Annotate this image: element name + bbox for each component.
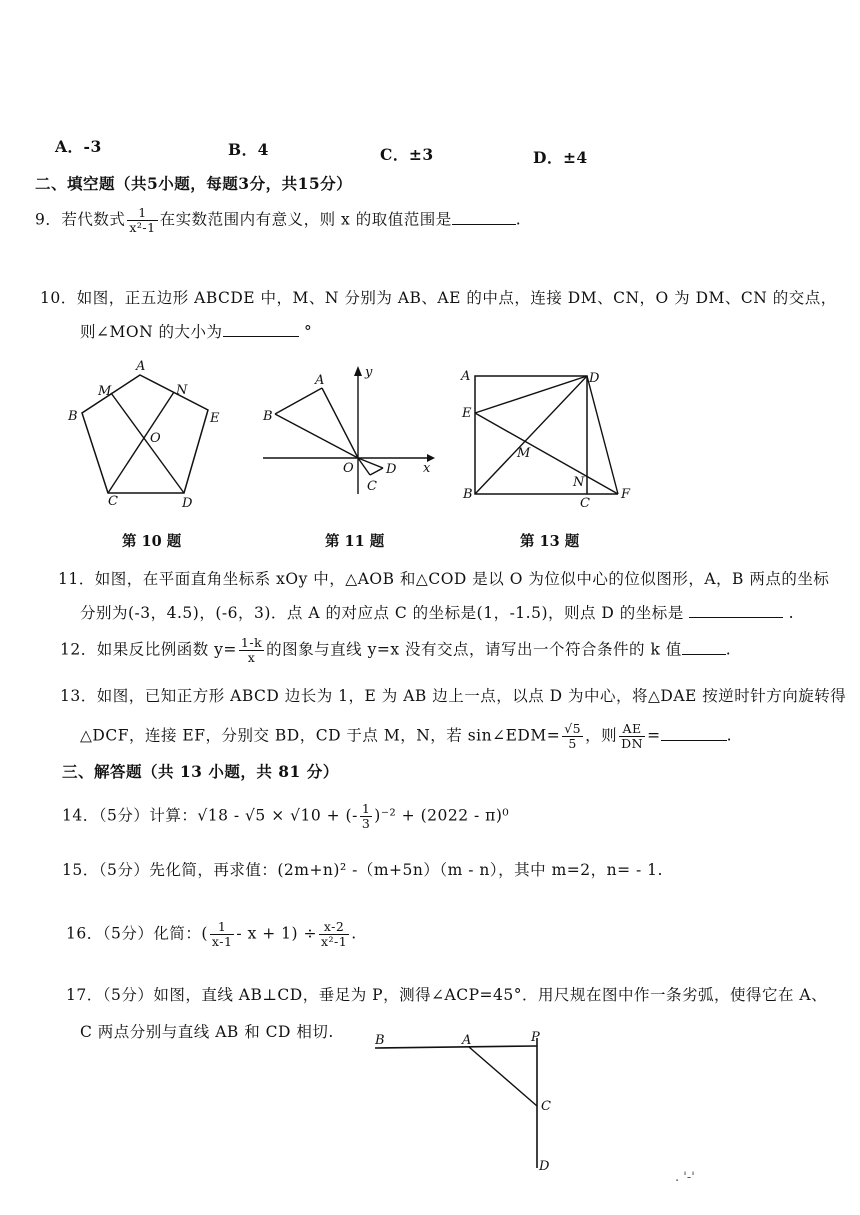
fig10-label-n: N: [176, 383, 188, 398]
figure-11-caption: 第 11 题: [325, 533, 385, 550]
question-10-line1: 10．如图，正五边形 ABCDE 中，M、N 分别为 AB、AE 的中点，连接 DM、CN，O 为 DM、CN 的交点，: [40, 289, 837, 307]
question-15: 15．（5分）先化简，再求值：(2m+n)² -（m+5n）（m - n），其中 m=2，n= - 1.: [62, 861, 663, 879]
q9-answer-blank: [452, 223, 516, 225]
question-14: 14．（5分）计算：√18 - √5 × √10 + (- $\frac{1}{3}$ )⁻² + (2022 - π)⁰: [62, 801, 510, 831]
footer-mark: . '-': [675, 1170, 695, 1185]
question-11-line2: 分别为(-3，4.5)，(-6，3)．点 A 的对应点 C 的坐标是(1，-1.5)，则点 D 的坐标是 .: [80, 604, 795, 622]
question-16: 16．（5分）化简：( $\frac{1}{x-1}$ - x + 1) ÷ $\frac{x-2}{\text{x²-1}}$ .: [66, 919, 357, 949]
fig17-label-c: C: [541, 1099, 551, 1114]
q13-ratio-fraction: $\frac{AE}{DN}$: [621, 721, 644, 751]
question-10-line2: 则∠MON 的大小为 °: [80, 323, 313, 341]
figure-13-caption: 第 13 题: [520, 533, 580, 550]
figure-13-square: [455, 362, 655, 512]
option-a: A．-3: [55, 137, 102, 156]
q12-answer-blank: [682, 653, 726, 655]
question-11-line1: 11．如图，在平面直角坐标系 xOy 中，△AOB 和△COD 是以 O 为位似中心的位似图形，A，B 两点的坐标: [58, 570, 830, 588]
fig17-label-d: D: [539, 1159, 550, 1174]
figure-11-coordinate-plane: [255, 362, 445, 502]
q14-fraction: $\frac{1}{3}$: [361, 801, 371, 831]
section-3-heading: 三、解答题（共 13 小题，共 81 分）: [62, 762, 339, 781]
figure-10-caption: 第 10 题: [122, 533, 182, 550]
option-b: B．4: [228, 140, 269, 159]
question-13-line1: 13．如图，已知正方形 ABCD 边长为 1，E 为 AB 边上一点，以点 D 为中心，将△DAE 按逆时针方向旋转得: [60, 687, 847, 705]
fig11-label-o: O: [343, 461, 354, 476]
q16-fraction-1: $\frac{1}{x-1}$: [211, 919, 233, 949]
fig11-label-x: x: [423, 461, 431, 476]
q12-fraction: $\frac{1-k}{x}$: [240, 635, 263, 665]
fig10-label-b: B: [68, 409, 78, 424]
fig11-label-a: A: [315, 373, 325, 388]
fig13-label-n: N: [573, 475, 585, 490]
q11-answer-blank: [689, 616, 783, 618]
fig10-label-d: D: [182, 496, 193, 511]
fig17-label-b: B: [375, 1033, 385, 1048]
q9-text-pre: 9．若代数式: [35, 210, 126, 229]
q9-text-post: 在实数范围内有意义，则 x 的取值范围是: [159, 210, 452, 229]
fig13-label-a: A: [461, 369, 471, 384]
q16-fraction-2: $\frac{x-2}{\text{x²-1}}$: [320, 919, 348, 949]
q9-fraction: $\frac{1}{\text{x²-1}}$: [129, 205, 156, 235]
fig17-label-a: A: [462, 1033, 472, 1048]
fig11-label-y: y: [365, 365, 373, 380]
q10-answer-blank: [223, 335, 299, 337]
fig13-label-f: F: [621, 487, 631, 502]
fig13-label-d: D: [589, 371, 600, 386]
question-17-line2: C 两点分别与直线 AB 和 CD 相切.: [80, 1023, 334, 1041]
fig10-label-o: O: [150, 431, 161, 446]
fig10-label-e: E: [210, 411, 220, 426]
figure-17-perpendicular-lines: [365, 1028, 565, 1178]
fig13-label-b: B: [463, 487, 473, 502]
fig11-label-b: B: [263, 409, 273, 424]
q13-sin-fraction: $\frac{√5}{5}$: [564, 721, 582, 751]
fig13-label-m: M: [517, 446, 531, 461]
fig13-label-c: C: [580, 496, 590, 511]
option-c: C．±3: [380, 145, 434, 164]
question-17-line1: 17．（5分）如图，直线 AB⊥CD，垂足为 P，测得∠ACP=45°．用尺规在图中作一条劣弧，使得它在 A、: [66, 986, 828, 1004]
fig17-label-p: P: [531, 1030, 540, 1045]
figure-10-pentagon: [60, 355, 240, 515]
fig11-label-c: C: [367, 479, 377, 494]
fig10-label-a: A: [136, 359, 146, 374]
question-9: 9．若代数式 $\frac{1}{\text{x²-1}}$ 在实数范围内有意义，则 x 的取值范围是 .: [35, 205, 522, 235]
q13-answer-blank: [661, 739, 727, 741]
question-13-line2: △DCF，连接 EF，分别交 BD，CD 于点 M，N，若 sin∠EDM= $\frac{√5}{5}$ ，则 $\frac{AE}{DN}$ = .: [80, 721, 733, 751]
fig13-label-e: E: [462, 406, 472, 421]
fig11-label-d: D: [386, 462, 397, 477]
section-2-heading: 二、填空题（共5小题，每题3分，共15分）: [35, 174, 353, 193]
fig10-label-c: C: [108, 494, 118, 509]
option-d: D．±4: [533, 148, 588, 167]
question-12: 12．如果反比例函数 y= $\frac{1-k}{x}$ 的图象与直线 y=x 没有交点，请写出一个符合条件的 k 值 .: [60, 635, 732, 665]
fig10-label-m: M: [98, 384, 112, 399]
